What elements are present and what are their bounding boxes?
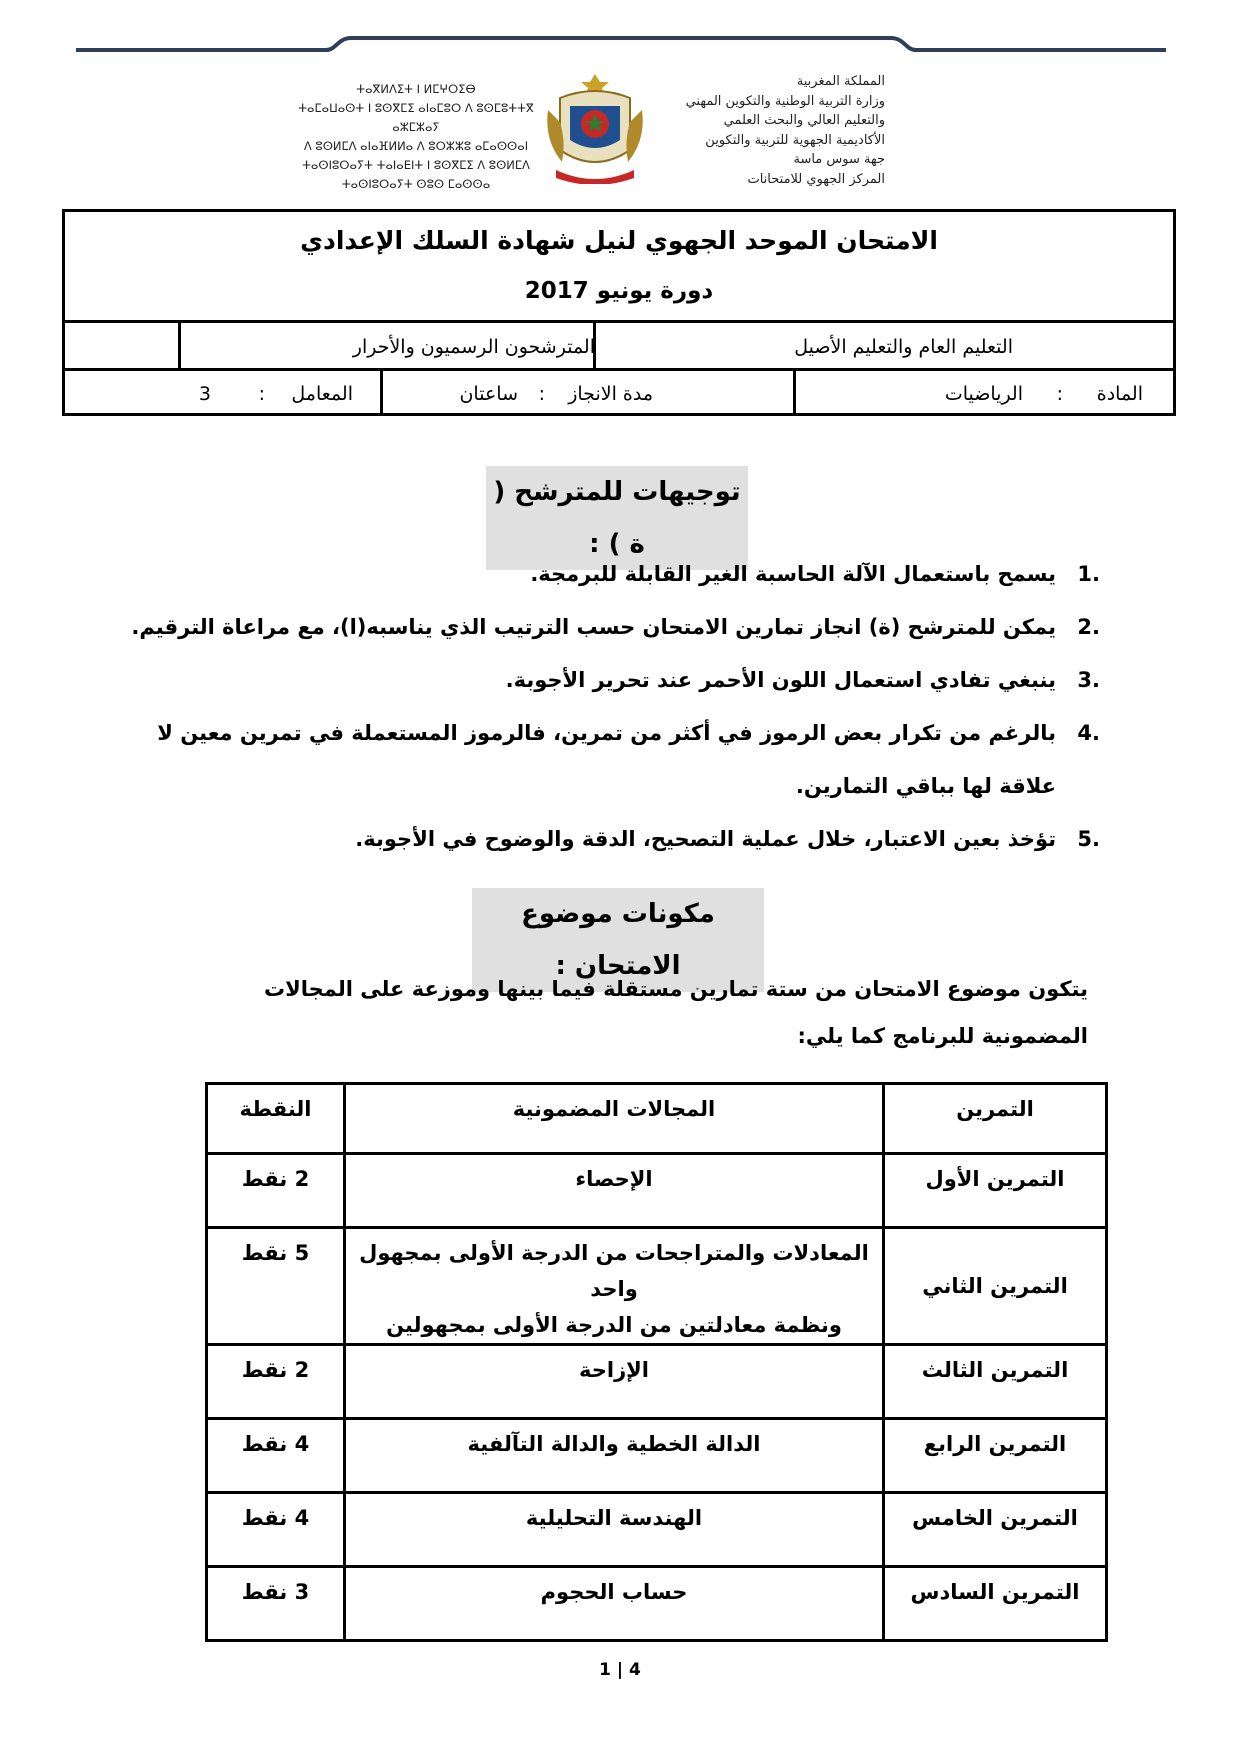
field-cell: الإحصاء [345, 1154, 884, 1228]
instruction-item [100, 654, 1100, 707]
morocco-coat-of-arms-icon [542, 70, 648, 184]
track-row [65, 320, 1173, 371]
exercise-cell: التمرين الثالث [884, 1345, 1107, 1419]
instruction-number: .5 [1077, 827, 1100, 851]
table-row [207, 1493, 1107, 1567]
tifinagh-line: ⴷ ⵓⵙⵍⵎⴷ ⴰⵏⴰⴼⵍⵍⴰ ⴷ ⵓⵔⵣⵣⵓ ⴰⵎⴰⵙⵙⴰⵏ [303, 139, 529, 153]
top-border-line [76, 30, 1166, 70]
info-row [65, 368, 1173, 416]
field-cell [345, 1228, 884, 1345]
exercise-cell: التمرين السادس [884, 1567, 1107, 1641]
instruction-text: ينبغي تفادي استعمال اللون الأحمر عند تحرير الأجوبة. [505, 668, 1056, 692]
instructions-title: توجيهات للمترشح ( ة ) : [486, 466, 748, 570]
subject-colon: : [1056, 382, 1063, 405]
field-line: ونظمة معادلتين من الدرجة الأولى بمجهولين [386, 1313, 842, 1337]
instruction-text: بالرغم من تكرار بعض الرموز في أكثر من تمرين، فالرموز المستعملة في تمرين معين لا علاقة لها بباقي التمارين. [157, 721, 1056, 798]
ministry-line: الأكاديمية الجهوية للتربية والتكوين [705, 132, 885, 148]
subject-value: الرياضيات [944, 382, 1023, 405]
instruction-text: يمكن للمترشح (ة) انجاز تمارين الامتحان حسب الترتيب الذي يناسبه(ا)، مع مراعاة الترقيم. [131, 615, 1056, 639]
ministry-line: والتعليم العالي والبحث العلمي [723, 113, 885, 128]
tifinagh-line: ⵜⴰⴳⵍⴷⵉⵜ ⵏ ⵍⵎⵖⵔⵉⴱ [356, 82, 476, 96]
header-points: النقطة [207, 1084, 345, 1154]
instruction-text: تؤخذ بعين الاعتبار، خلال عملية التصحيح، الدقة والوضوح في الأجوبة. [355, 827, 1056, 851]
exercise-cell: التمرين الثاني [884, 1228, 1107, 1345]
coef-colon: : [258, 382, 265, 405]
duration-colon: : [538, 382, 545, 405]
subject-label: المادة [1096, 382, 1143, 405]
table-row [207, 1228, 1107, 1345]
exam-header-box [62, 209, 1176, 416]
exercise-cell: التمرين الأول [884, 1154, 1107, 1228]
field-cell: الإزاحة [345, 1345, 884, 1419]
instruction-number: .2 [1077, 615, 1100, 639]
page-number: 1 | 4 [599, 1660, 641, 1680]
points-cell: 3 نقط [207, 1567, 345, 1641]
exam-title: الامتحان الموحد الجهوي لنيل شهادة السلك الإعدادي [300, 226, 938, 255]
ministry-line: جهة سوس ماسة [793, 152, 885, 167]
components-title: مكونات موضوع الامتحان : [472, 888, 764, 992]
exam-session: دورة يونيو 2017 [524, 278, 714, 304]
components-intro: يتكون موضوع الامتحان من ستة تمارين مستقلة فيما بينها وموزعة على المجالات المضمونية للبرنامج كما يلي: [264, 977, 1088, 1048]
points-cell: 4 نقط [207, 1493, 345, 1567]
instruction-number: .1 [1077, 562, 1100, 586]
points-cell: 5 نقط [207, 1228, 345, 1345]
instruction-number: .4 [1077, 721, 1100, 745]
field-cell: الهندسة التحليلية [345, 1493, 884, 1567]
instruction-number: .3 [1077, 668, 1100, 692]
candidates-label: المترشحون الرسميون والأحرار [352, 336, 595, 358]
table-row [207, 1567, 1107, 1641]
coef-label: المعامل [291, 382, 353, 405]
tifinagh-line: ⵜⴰⵙⵏⵓⵔⴰⵢⵜ ⵙⵓⵙ ⵎⴰⵙⵙⴰ [341, 177, 491, 191]
instruction-text: يسمح باستعمال الآلة الحاسبة الغير القابلة للبرمجة. [530, 562, 1056, 586]
table-header-row [207, 1084, 1107, 1154]
instruction-item [100, 601, 1100, 654]
ministry-line: المملكة المغربية [796, 74, 885, 89]
field-cell: الدالة الخطية والدالة التآلفية [345, 1419, 884, 1493]
instruction-item [100, 548, 1100, 601]
tifinagh-line: ⵜⴰⵙⵏⵓⵔⴰⵢⵜ ⵜⴰⵏⴰⴹⵏⵜ ⵏ ⵓⵙⴳⵎⵉ ⴷ ⵓⵙⵍⵎⴷ [302, 158, 530, 172]
exercise-cell: التمرين الرابع [884, 1419, 1107, 1493]
track-label: التعليم العام والتعليم الأصيل [794, 336, 1013, 358]
header-field: المجالات المضمونية [345, 1084, 884, 1154]
coef-value: 3 [198, 382, 211, 405]
instruction-item [100, 707, 1100, 813]
field-line: المعادلات والمتراجحات من الدرجة الأولى بمجهول واحد [359, 1241, 869, 1301]
exercise-cell: التمرين الخامس [884, 1493, 1107, 1567]
header-exercise: التمرين [884, 1084, 1107, 1154]
points-cell: 2 نقط [207, 1154, 345, 1228]
table-row [207, 1345, 1107, 1419]
points-cell: 2 نقط [207, 1345, 345, 1419]
table-row [207, 1419, 1107, 1493]
fields-table [205, 1082, 1108, 1642]
points-cell: 4 نقط [207, 1419, 345, 1493]
ministry-line: وزارة التربية الوطنية والتكوين المهني [685, 93, 885, 109]
duration-label: مدة الانجاز [568, 382, 653, 405]
instructions-list [100, 548, 1100, 866]
table-row [207, 1154, 1107, 1228]
tifinagh-line: ⵜⴰⵎⴰⵡⴰⵙⵜ ⵏ ⵓⵙⴳⵎⵉ ⴰⵏⴰⵎⵓⵔ ⴷ ⵓⵙⵎⵓⵜⵜⴳ ⴰⵣⵎⵣⴰⵢ [298, 101, 534, 134]
duration-value: ساعتان [459, 382, 518, 405]
tifinagh-header [296, 80, 536, 194]
ministry-line: المركز الجهوي للامتحانات [747, 171, 885, 187]
instruction-item [100, 813, 1100, 866]
field-cell: حساب الحجوم [345, 1567, 884, 1641]
ministry-header [660, 72, 885, 189]
